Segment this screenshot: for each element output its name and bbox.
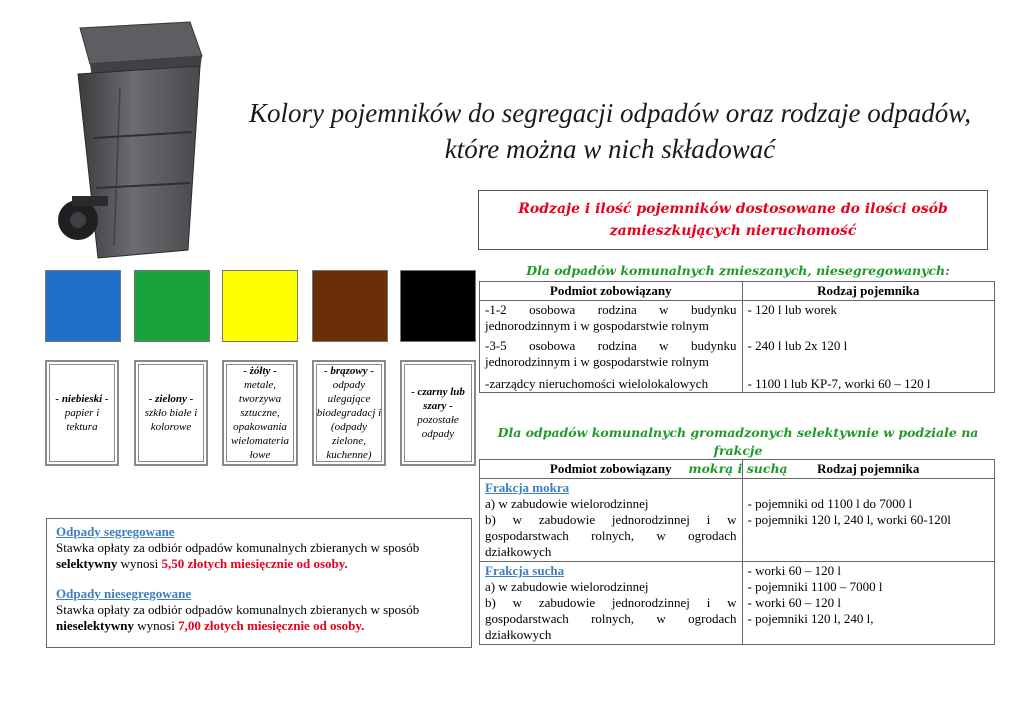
fee-method: selektywny: [56, 556, 118, 571]
column-header: Rodzaj pojemnika: [742, 460, 994, 479]
waste-bin-image: [50, 18, 210, 273]
mixed-waste-heading: Dla odpadów komunalnych zmieszanych, niesegregowanych:: [526, 263, 950, 278]
category-yellow: [222, 360, 298, 466]
containers-heading-box: [478, 190, 988, 250]
category-blue: [45, 360, 119, 466]
fee-amount: 5,50 złotych miesięcznie od osoby.: [161, 556, 348, 571]
category-desc: szkło białe i kolorowe: [144, 407, 198, 433]
category-label: - zielony -: [148, 393, 194, 405]
selective-waste-table: [479, 459, 995, 645]
title-line-2: które można w nich składować: [444, 134, 776, 164]
dry-fraction-title: Frakcja sucha: [485, 563, 565, 578]
container-type: - pojemniki 120 l, 240 l,: [747, 611, 874, 626]
dry-fraction-b: b) w zabudowie jednorodzinnej i w gospodarstwach rolnych, w ogrodach działkowych: [485, 595, 737, 642]
segregated-fee-title: Odpady segregowane: [56, 524, 175, 539]
container-type: - worki 60 – 120 l: [747, 595, 842, 610]
table-row: [480, 301, 995, 393]
table-row: [480, 479, 995, 562]
table-row: [480, 562, 995, 645]
mixed-waste-table: [479, 281, 995, 393]
wet-fraction-a: a) w zabudowie wielorodzinnej: [485, 496, 649, 511]
segregated-fee-text: [56, 540, 462, 572]
swatch-blue: [45, 270, 121, 342]
containers-heading-line-1: Rodzaje i ilość pojemników dostosowane do ilości osób: [518, 201, 948, 217]
category-green: [134, 360, 208, 466]
obligated-party: -3-5 osobowa rodzina w budynku jednorodzinnym i w gospodarstwie rolnym: [485, 338, 737, 369]
category-desc: odpady ulegające biodegradacj i (odpady zielone, kuchenne): [316, 379, 382, 461]
fee-text: wynosi: [120, 556, 159, 571]
fee-box: [46, 518, 472, 648]
container-type: - pojemniki 120 l, 240 l, worki 60-120l: [747, 512, 951, 527]
column-header: Podmiot zobowiązany: [480, 460, 743, 479]
nonsegregated-fee-text: [56, 602, 462, 634]
container-type: - pojemniki od 1100 l do 7000 l: [747, 496, 913, 511]
swatch-brown: [312, 270, 388, 342]
fee-text: Stawka opłaty za odbiór odpadów komunalnych zbieranych w sposób: [56, 602, 420, 617]
category-desc: papier i tektura: [64, 407, 100, 433]
wet-fraction-b: b) w zabudowie jednorodzinnej i w gospodarstwach rolnych, w ogrodach działkowych: [485, 512, 737, 559]
swatch-yellow: [222, 270, 298, 342]
obligated-party: -zarządcy nieruchomości wielolokalowych: [485, 376, 709, 391]
selective-heading-line-2: mokrą i suchą: [688, 461, 788, 476]
category-brown: [312, 360, 386, 466]
fee-amount: 7,00 złotych miesięcznie od osoby.: [178, 618, 365, 633]
category-desc: metale, tworzywa sztuczne, opakowania wielomateria łowe: [230, 379, 290, 461]
container-type: - pojemniki 1100 – 7000 l: [747, 579, 883, 594]
container-type: - 1100 l lub KP-7, worki 60 – 120 l: [747, 376, 931, 391]
category-black: [400, 360, 476, 466]
selective-heading-line-1: Dla odpadów komunalnych gromadzonych selektywnie w podziale na frakcje: [497, 425, 979, 458]
obligated-party: -1-2 osobowa rodzina w budynku jednorodzinnym i w gospodarstwie rolnym: [485, 302, 737, 333]
container-type: - worki 60 – 120 l: [747, 563, 842, 578]
fee-text: Stawka opłaty za odbiór odpadów komunalnych zbieranych w sposób: [56, 540, 420, 555]
category-desc: pozostałe odpady: [417, 414, 459, 440]
column-header: Rodzaj pojemnika: [742, 282, 994, 301]
wet-fraction-title: Frakcja mokra: [485, 480, 570, 495]
dry-fraction-a: a) w zabudowie wielorodzinnej: [485, 579, 649, 594]
fee-text: wynosi: [137, 618, 175, 633]
title-line-1: Kolory pojemników do segregacji odpadów oraz rodzaje odpadów,: [249, 98, 971, 128]
fee-method: nieselektywny: [56, 618, 134, 633]
container-type: - 120 l lub worek: [747, 302, 838, 317]
category-label: - czarny lub szary -: [411, 386, 465, 412]
page-title: [230, 95, 990, 167]
category-label: - żółty -: [243, 365, 277, 377]
containers-heading-line-2: zamieszkujących nieruchomość: [609, 223, 857, 239]
nonsegregated-fee-title: Odpady niesegregowane: [56, 586, 192, 601]
category-label: - niebieski -: [55, 393, 109, 405]
swatch-green: [134, 270, 210, 342]
category-label: - brązowy -: [323, 365, 375, 377]
container-type: - 240 l lub 2x 120 l: [747, 338, 848, 353]
column-header: Podmiot zobowiązany: [480, 282, 743, 301]
swatch-black: [400, 270, 476, 342]
